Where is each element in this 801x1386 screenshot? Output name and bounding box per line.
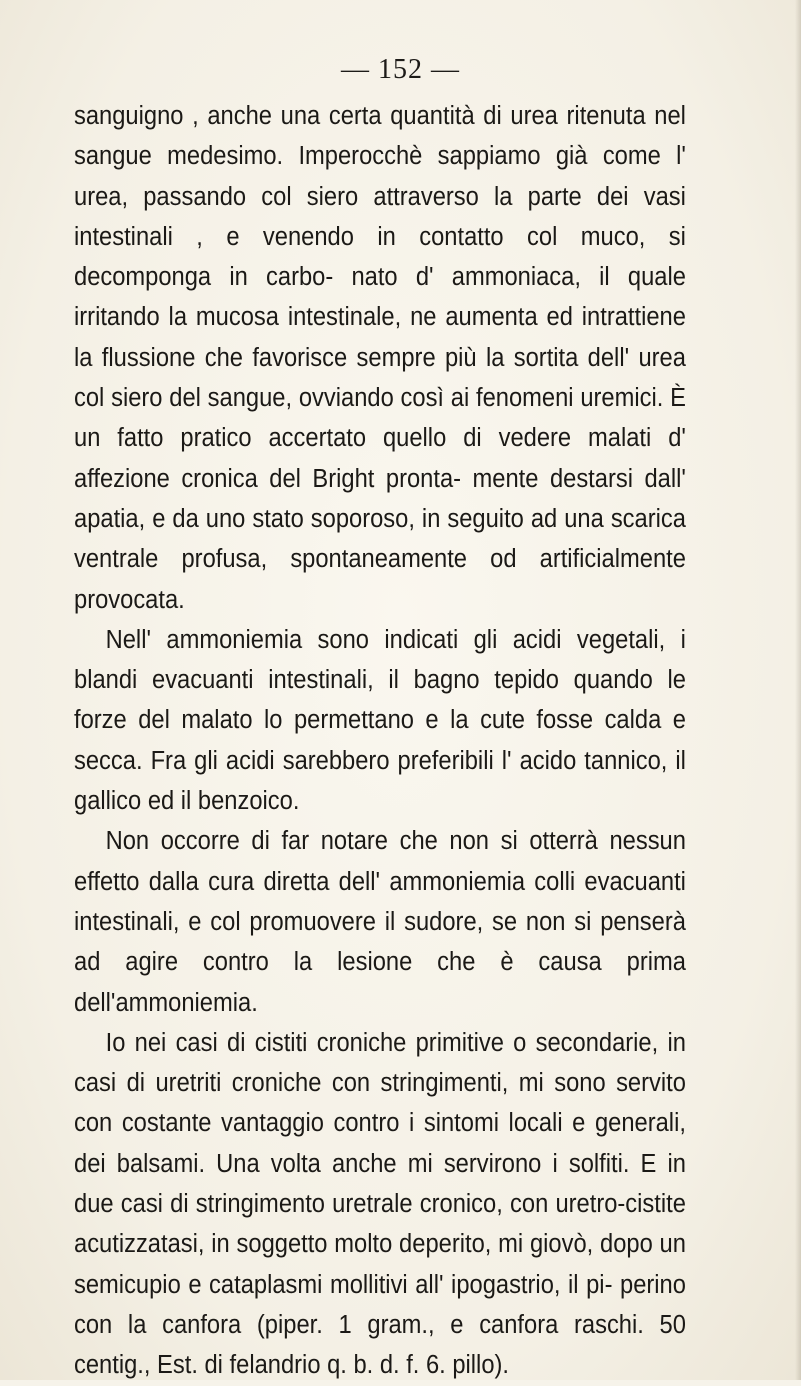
paragraph-3: Non occorre di far notare che non si otterrà nessun effetto dalla cura diretta dell' ammoniemia colli evacuanti intestinali, e col promuovere il sudore, se non si penserà ad agire contro la lesione che è causa prima dell'ammoniemia. [74,827,686,1017]
body-text [74,96,686,1386]
paragraph-1: sanguigno , anche una certa quantità di urea ritenuta nel sangue medesimo. Imperocchè sappiamo già come l' urea, passando col siero attraverso la parte dei vasi intestinali , e venendo in contatto col muco, si decomponga in carbo- nato d' ammoniaca, il quale irritando la mucosa intestinale, ne aumenta ed intrattiene la flussione che favorisce sempre più la sortita dell' urea col siero del sangue, ovviando così ai fenomeni uremici. È un fatto pratico accertato quello di vedere malati d' affezione cronica del Bright pronta- mente destarsi dall' apatia, e da uno stato soporoso, in seguito ad una scarica ventrale profusa, spontaneamente od artificialmente provocata. [74,102,686,614]
paragraph-4: Io nei casi di cistiti croniche primitive o secondarie, in casi di uretriti croniche con stringimenti, mi sono servito con costante vantaggio contro i sintomi locali e generali, dei balsami. Una volta anche mi servirono i solfiti. E in due casi di stringimento uretrale cronico, con uretro-cistite acutizzatasi, in soggetto molto deperito, mi giovò, dopo un semicupio e cataplasmi mollitivi all' ipogastrio, il pi- perino con la canfora (piper. 1 gram., e canfora raschi. 50 centig., Est. di felandrio q. b. d. f. 6. pillo). [74,1028,686,1380]
page-number-header: — 152 — [341,54,460,85]
paragraph-2: Nell' ammoniemia sono indicati gli acidi vegetali, i blandi evacuanti intestinali, il bagno tepido quando le forze del malato lo permettano e la cute fosse calda e secca. Fra gli acidi sarebbero preferibili l' acido tannico, il gallico ed il benzoico. [74,625,686,816]
page-edge-shadow [795,0,801,1380]
